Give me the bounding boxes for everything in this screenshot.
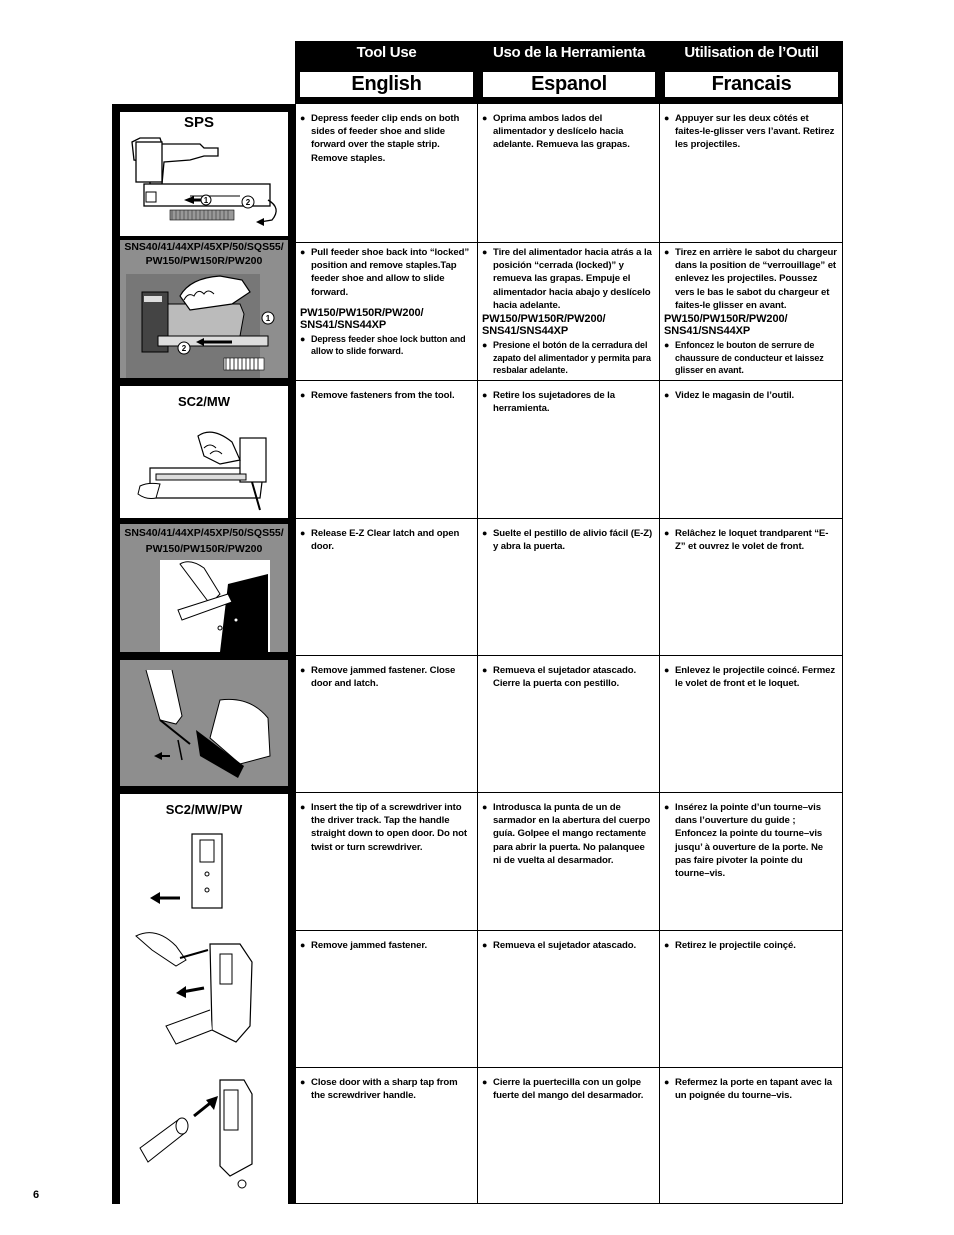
model-label-line1: PW150/PW150R/PW200/	[664, 313, 788, 326]
instruction-text: ● Close door with a sharp tap from the screwdriver handle.	[300, 1076, 473, 1102]
cell-spanish	[478, 931, 660, 1067]
pliers-remove-illustration	[120, 660, 288, 786]
latch-open-illustration	[120, 524, 288, 652]
instruction-text: ● Introdusca la punta de un de sarmador en la abertura del cuerpo guía. Golpee el mango rectamente para abrir la puerta. No palanquee ni de vuelta al desarmador.	[482, 801, 655, 867]
cell-spanish	[478, 381, 660, 518]
cell-spanish	[478, 243, 660, 380]
table-row	[296, 931, 842, 1068]
instruction-text: ● Release E-Z Clear latch and open door.	[300, 527, 473, 553]
illustration-panel-ez-latch	[120, 524, 288, 652]
table-row	[296, 381, 842, 519]
header-french-top: Utilisation de l’Outil	[684, 44, 819, 61]
page-number: 6	[33, 1189, 40, 1201]
hand-feeder-shoe-illustration	[120, 240, 288, 378]
tool-magazine-illustration	[120, 386, 288, 518]
table-row	[296, 656, 842, 793]
illustration-panel-remove-jam	[120, 660, 288, 786]
panel-label-models-d: PW150/PW150R/PW200	[145, 543, 263, 555]
cell-english	[296, 1068, 478, 1204]
panel-label-sc2-mw: SC2/MW	[178, 394, 230, 409]
panel-label-sc2-mw-pw: SC2/MW/PW	[165, 802, 243, 817]
instruction-text: ● Cierre la puertecilla con un golpe fuerte del mango del desarmador.	[482, 1076, 655, 1102]
callout-1: 1	[203, 196, 209, 205]
callout-2b: 2	[181, 344, 187, 353]
cell-spanish	[478, 656, 660, 792]
instruction-text: ● Retirez le projectile coinçé.	[664, 939, 838, 952]
cell-english	[296, 104, 478, 242]
instruction-text: ● Refermez la porte en tapant avec la un poignée du tourne–vis.	[664, 1076, 838, 1102]
panel-label-models-c: SNS40/41/44XP/45XP/50/SQS55/	[124, 527, 284, 539]
cell-english	[296, 656, 478, 792]
instruction-text: ● Appuyer sur les deux côtés et faites-le-glisser vers l’avant. Retirez les projectiles.	[664, 112, 838, 152]
instruction-text: ● Presione el botón de la cerradura del zapato del alimentador y permita para resbalar adelante.	[482, 339, 655, 377]
cell-french	[660, 656, 842, 792]
header-english-label: English	[299, 71, 474, 98]
instruction-text: ● Depress feeder shoe lock button and allow to slide forward.	[300, 333, 473, 358]
model-label-line2: SNS41/SNS44XP	[664, 325, 751, 338]
instruction-text: ● Remove jammed fastener. Close door and latch.	[300, 664, 473, 690]
instruction-text: ● Oprima ambos lados del alimentador y deslícelo hacia adelante. Remueva las grapas.	[482, 112, 655, 152]
model-label	[664, 313, 838, 337]
model-label-line1: PW150/PW150R/PW200/	[482, 313, 606, 326]
column-header-band	[295, 41, 843, 104]
instruction-text: ● Insert the tip of a screwdriver into the driver track. Tap the handle straight down to open door. Do not twist or turn screwdriver.	[300, 801, 473, 854]
model-label	[300, 307, 473, 331]
instruction-text: ● Insérez la pointe d’un tourne–vis dans l’ouverture du guide ; Enfoncez la pointe du tourne–vis jusqu’ à ouverture de la porte. Ne pas faire pivoter la pointe du tourne–vis.	[664, 801, 838, 880]
screwdriver-door-illustration	[120, 794, 288, 1204]
callout-2: 2	[245, 198, 251, 207]
cell-french	[660, 519, 842, 655]
header-english-top: Tool Use	[356, 44, 417, 61]
cell-french	[660, 1068, 842, 1204]
cell-english	[296, 931, 478, 1067]
cell-spanish	[478, 1068, 660, 1204]
header-english	[295, 41, 478, 104]
illustration-panel-sps	[120, 112, 288, 236]
illustration-panel-sc2-mw	[120, 386, 288, 518]
header-spanish-label: Espanol	[482, 71, 656, 98]
model-label-line2: SNS41/SNS44XP	[300, 318, 387, 331]
cell-english	[296, 793, 478, 930]
cell-english	[296, 519, 478, 655]
table-row	[296, 1068, 842, 1204]
illustration-panel-sns-feeder	[120, 240, 288, 378]
cell-spanish	[478, 519, 660, 655]
table-row	[296, 793, 842, 931]
instruction-text: ● Remove fasteners from the tool.	[300, 389, 473, 402]
panel-label-models-a: SNS40/41/44XP/45XP/50/SQS55/	[124, 241, 284, 253]
table-row	[296, 519, 842, 656]
instruction-text: ● Relâchez le loquet trandparent “E-Z” et ouvrez le volet de front.	[664, 527, 838, 553]
cell-spanish	[478, 793, 660, 930]
instruction-text: ● Depress feeder clip ends on both sides of feeder shoe and slide forward over the staple strip. Remove staples.	[300, 112, 473, 165]
cell-french	[660, 793, 842, 930]
model-label-line2: SNS41/SNS44XP	[482, 325, 569, 338]
header-spanish-top: Uso de la Herramienta	[492, 44, 646, 61]
header-spanish	[478, 41, 660, 104]
cell-french	[660, 243, 842, 380]
instruction-table	[295, 104, 843, 1204]
panel-label-models-b: PW150/PW150R/PW200	[145, 255, 263, 267]
instruction-text: ● Suelte el pestillo de alivio fácil (E-Z) y abra la puerta.	[482, 527, 655, 553]
instruction-text: ● Remueva el sujetador atascado. Cierre la puerta con pestillo.	[482, 664, 655, 690]
cell-spanish	[478, 104, 660, 242]
stapler-feeder-illustration	[120, 112, 288, 236]
instruction-text: ● Enlevez le projectile coincé. Fermez le volet de front et le loquet.	[664, 664, 838, 690]
callout-1b: 1	[265, 314, 271, 323]
cell-french	[660, 931, 842, 1067]
instruction-text: ● Videz le magasin de l’outil.	[664, 389, 838, 402]
instruction-text: ● Tire del alimentador hacia atrás a la posición “cerrada (locked)” y remueva las grapas. Empuje el alimentador hacia abajo y deslícelo hacia adelante.	[482, 246, 655, 312]
panel-label-sps: SPS	[184, 114, 215, 131]
model-label	[482, 313, 655, 337]
table-row	[296, 243, 842, 381]
instruction-text: ● Remove jammed fastener.	[300, 939, 473, 952]
instruction-text: ● Tirez en arrière le sabot du chargeur dans la position de “verrouillage” et enlevez les projectiles. Poussez vers le bas le sabot du chargeur et faites-le glisser en avant.	[664, 246, 838, 312]
instruction-text: ● Retire los sujetadores de la herramienta.	[482, 389, 655, 415]
illustration-panel-sc2-mw-pw	[120, 794, 288, 1204]
cell-english	[296, 243, 478, 380]
instruction-text: ● Remueva el sujetador atascado.	[482, 939, 655, 952]
instruction-text: ● Pull feeder shoe back into “locked” position and remove staples.Tap feeder shoe and allow to slide forward.	[300, 246, 473, 299]
header-french-label: Francais	[664, 71, 839, 98]
cell-french	[660, 381, 842, 518]
instruction-text: ● Enfoncez le bouton de serrure de chaussure de conducteur et laissez glisser en avant.	[664, 339, 838, 377]
header-french	[660, 41, 843, 104]
table-row	[296, 104, 842, 243]
cell-french	[660, 104, 842, 242]
cell-english	[296, 381, 478, 518]
model-label-line1: PW150/PW150R/PW200/	[300, 306, 424, 319]
